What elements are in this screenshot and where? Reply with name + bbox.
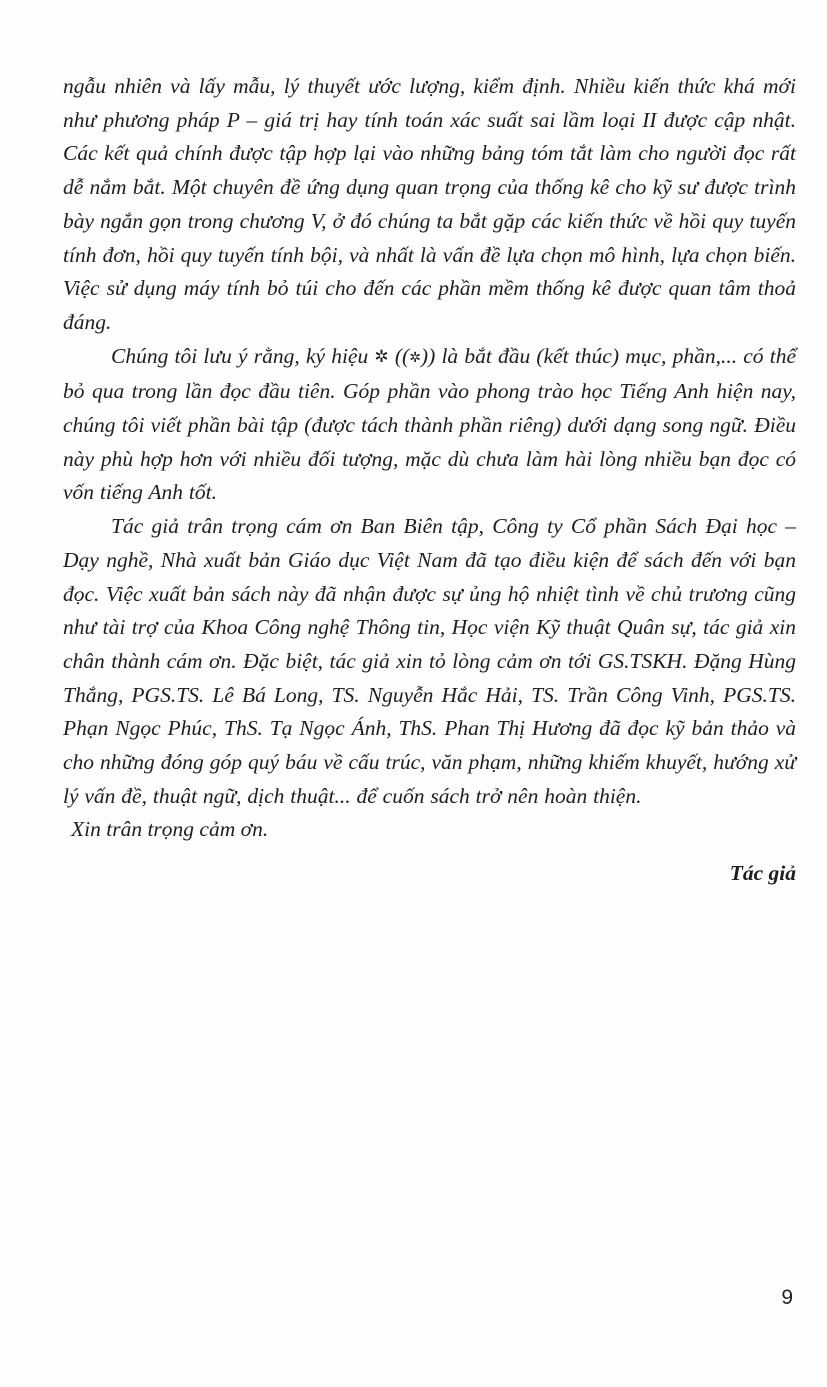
paragraph-1: ngẫu nhiên và lấy mẫu, lý thuyết ước lượng, kiểm định. Nhiều kiến thức khá mới như phương pháp P – giá trị hay tính toán xác suất sai lầm loại II được cập nhật. Các kết quả chính được tập hợp lại vào những bảng tóm tắt làm cho người đọc rất dễ nắm bắt. Một chuyên đề ứng dụng quan trọng của thống kê cho kỹ sư được trình bày ngắn gọn trong chương V, ở đó chúng ta bắt gặp các kiến thức về hồi quy tuyến tính đơn, hồi quy tuyến tính bội, và nhất là vấn đề lựa chọn mô hình, lựa chọn biến. Việc sử dụng máy tính bỏ túi cho đến các phần mềm thống kê được quan tâm thoả đáng.	[63, 74, 796, 334]
symbol-paren-open: ((	[394, 343, 410, 368]
section-start-symbol: ✲	[374, 346, 389, 366]
author-signature: Tác giả	[729, 861, 796, 886]
closing-line: Xin trân trọng cảm ơn.	[71, 817, 269, 842]
paragraph-2-end: là bắt đầu (kết thúc) mục, phần,... có thể bỏ qua trong lần đọc đầu tiên. Góp phần vào phong trào học Tiếng Anh hiện nay, chúng tôi viết phần bài tập (được tách thành phần riêng) dưới dạng song ngữ. Điều này phù hợp hơn với nhiều đối tượng, mặc dù chưa làm hài lòng nhiều bạn đọc có vốn tiếng Anh tốt.	[63, 343, 797, 505]
section-end-symbol: ✲	[409, 350, 421, 366]
paragraph-3: Tác giả trân trọng cám ơn Ban Biên tập, Công ty Cổ phần Sách Đại học – Dạy nghề, Nhà xuất bản Giáo dục Việt Nam đã tạo điều kiện để sách đến với bạn đọc. Việc xuất bản sách này đã nhận được sự ủng hộ nhiệt tình về chủ trương cũng như tài trợ của Khoa Công nghệ Thông tin, Học viện Kỹ thuật Quân sự, tác giả xin chân thành cám ơn. Đặc biệt, tác giả xin tỏ lòng cảm ơn tới GS.TSKH. Đặng Hùng Thắng, PGS.TS. Lê Bá Long, TS. Nguyễn Hắc Hải, TS. Trần Công Vinh, PGS.TS. Phạn Ngọc Phúc, ThS. Tạ Ngọc Ánh, ThS. Phan Thị Hương đã đọc kỹ bản thảo và cho những đóng góp quý báu về cấu trúc, văn phạm, những khiếm khuyết, hướng xử lý vấn đề, thuật ngữ, dịch thuật... để cuốn sách trở nên hoàn thiện.	[63, 514, 796, 808]
paragraph-2-start: Chúng tôi lưu ý rằng, ký hiệu	[111, 343, 369, 368]
page-number: 9	[781, 1286, 793, 1309]
paragraph-2	[63, 340, 796, 511]
preface-text	[63, 70, 796, 891]
symbol-paren-close: ))	[420, 343, 436, 368]
